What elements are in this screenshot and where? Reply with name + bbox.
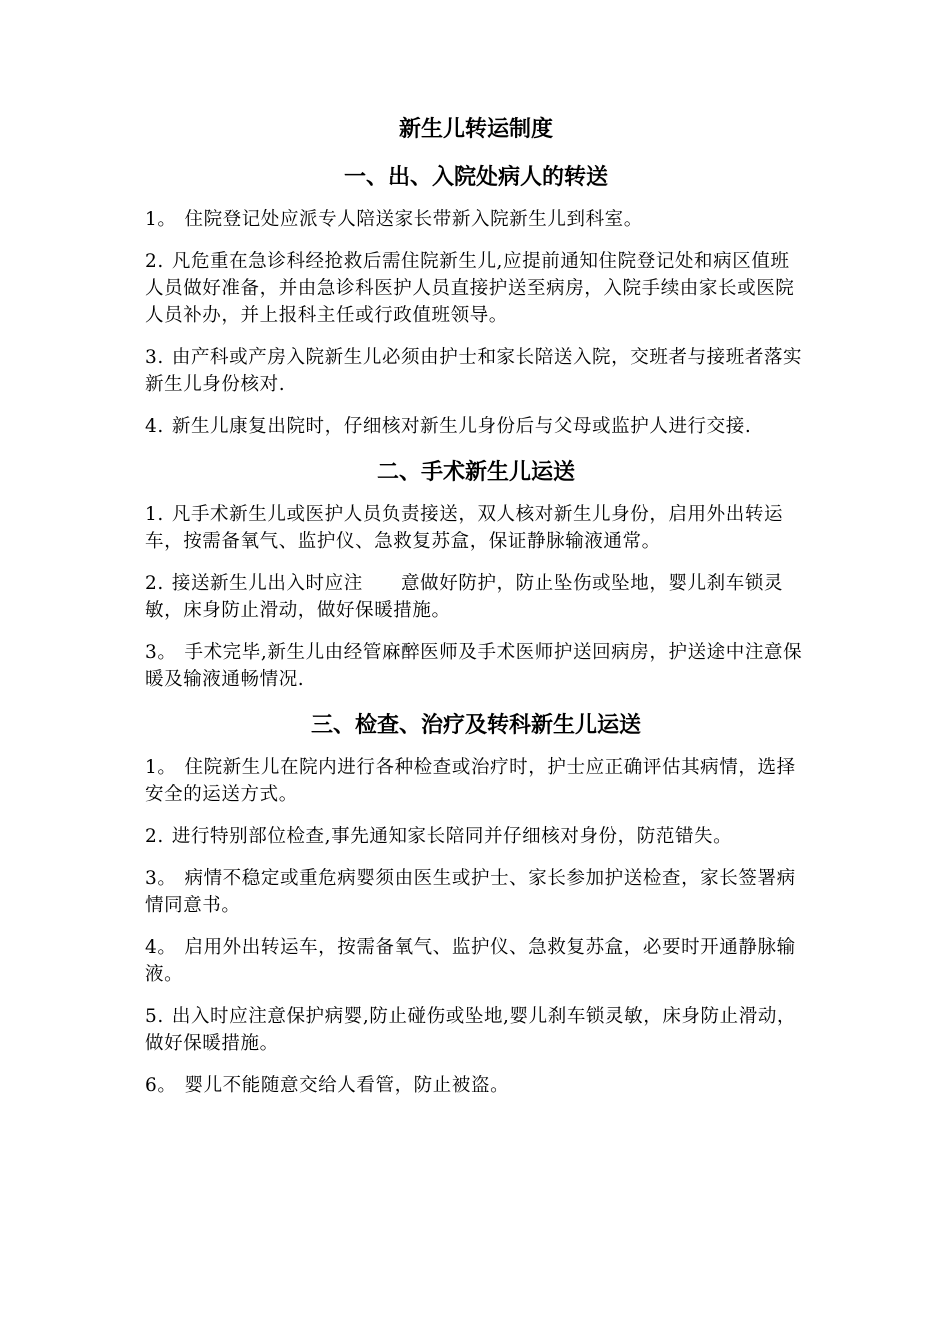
- list-item: [145, 934, 807, 988]
- item-text: 病情不稳定或重危病婴须由医生或护士、家长参加护送检查，家长签署病情同意书。: [145, 868, 796, 916]
- item-number: 2.: [145, 573, 164, 594]
- section-exam-treatment-transfer: [145, 708, 807, 1099]
- item-number: 3。: [145, 642, 177, 663]
- list-item: [145, 1003, 807, 1057]
- item-text: 启用外出转运车，按需备氧气、监护仪、急救复苏盒，必要时开通静脉输液。: [145, 937, 796, 985]
- item-text: 接送新生儿出入时应注 意做好防护，防止坠伤或坠地，婴儿刹车锁灵敏，床身防止滑动，做好保暖措施。: [145, 573, 784, 621]
- item-text: 凡危重在急诊科经抢救后需住院新生儿,应提前通知住院登记处和病区值班人员做好准备，并由急诊科医护人员直接护送至病房，入院手续由家长或医院人员补办，并上报科主任或行政值班领导。: [145, 251, 795, 326]
- item-number: 3。: [145, 868, 177, 889]
- section-admission-discharge: [145, 160, 807, 440]
- list-item: [145, 570, 807, 624]
- item-number: 3.: [145, 347, 164, 368]
- list-item: [145, 754, 807, 808]
- item-number: 6。: [145, 1075, 177, 1096]
- list-item: [145, 413, 807, 440]
- section-heading: 二、手术新生儿运送: [376, 459, 575, 485]
- list-item: [145, 639, 807, 693]
- item-text: 住院登记处应派专人陪送家长带新入院新生儿到科室。: [184, 209, 643, 230]
- item-text: 新生儿康复出院时，仔细核对新生儿身份后与父母或监护人进行交接.: [171, 416, 752, 437]
- item-number: 5.: [145, 1006, 164, 1027]
- list-item: [145, 823, 807, 850]
- list-item: [145, 344, 807, 398]
- item-text: 住院新生儿在院内进行各种检查或治疗时，护士应正确评估其病情，选择安全的运送方式。: [145, 757, 796, 805]
- item-text: 出入时应注意保护病婴,防止碰伤或坠地,婴儿刹车锁灵敏，床身防止滑动，做好保暖措施。: [145, 1006, 797, 1054]
- item-number: 4。: [145, 937, 177, 958]
- item-number: 4.: [145, 416, 164, 437]
- section-surgery-transport: [145, 455, 807, 693]
- item-number: 2.: [145, 826, 164, 847]
- item-text: 进行特别部位检查,事先通知家长陪同并仔细核对身份，防范错失。: [171, 826, 733, 847]
- list-item: [145, 206, 807, 233]
- document-title: 新生儿转运制度: [398, 116, 553, 142]
- list-item: [145, 248, 807, 329]
- item-text: 婴儿不能随意交给人看管，防止被盗。: [184, 1075, 510, 1096]
- item-number: 1。: [145, 757, 177, 778]
- item-text: 由产科或产房入院新生儿必须由护士和家长陪送入院，交班者与接班者落实新生儿身份核对.: [145, 347, 803, 395]
- document-page: [145, 112, 807, 1114]
- section-heading: 一、出、入院处病人的转送: [343, 164, 608, 190]
- item-text: 凡手术新生儿或医护人员负责接送，双人核对新生儿身份，启用外出转运车，按需备氧气、监护仪、急救复苏盒，保证静脉输液通常。: [145, 504, 784, 552]
- list-item: [145, 501, 807, 555]
- item-number: 2.: [145, 251, 164, 272]
- item-number: 1。: [145, 209, 177, 230]
- item-number: 1.: [145, 504, 164, 525]
- list-item: [145, 865, 807, 919]
- section-heading: 三、检查、治疗及转科新生儿运送: [310, 712, 641, 738]
- item-text: 手术完毕,新生儿由经管麻醉医师及手术医师护送回病房，护送途中注意保暖及输液通畅情况.: [145, 642, 803, 690]
- list-item: [145, 1072, 807, 1099]
